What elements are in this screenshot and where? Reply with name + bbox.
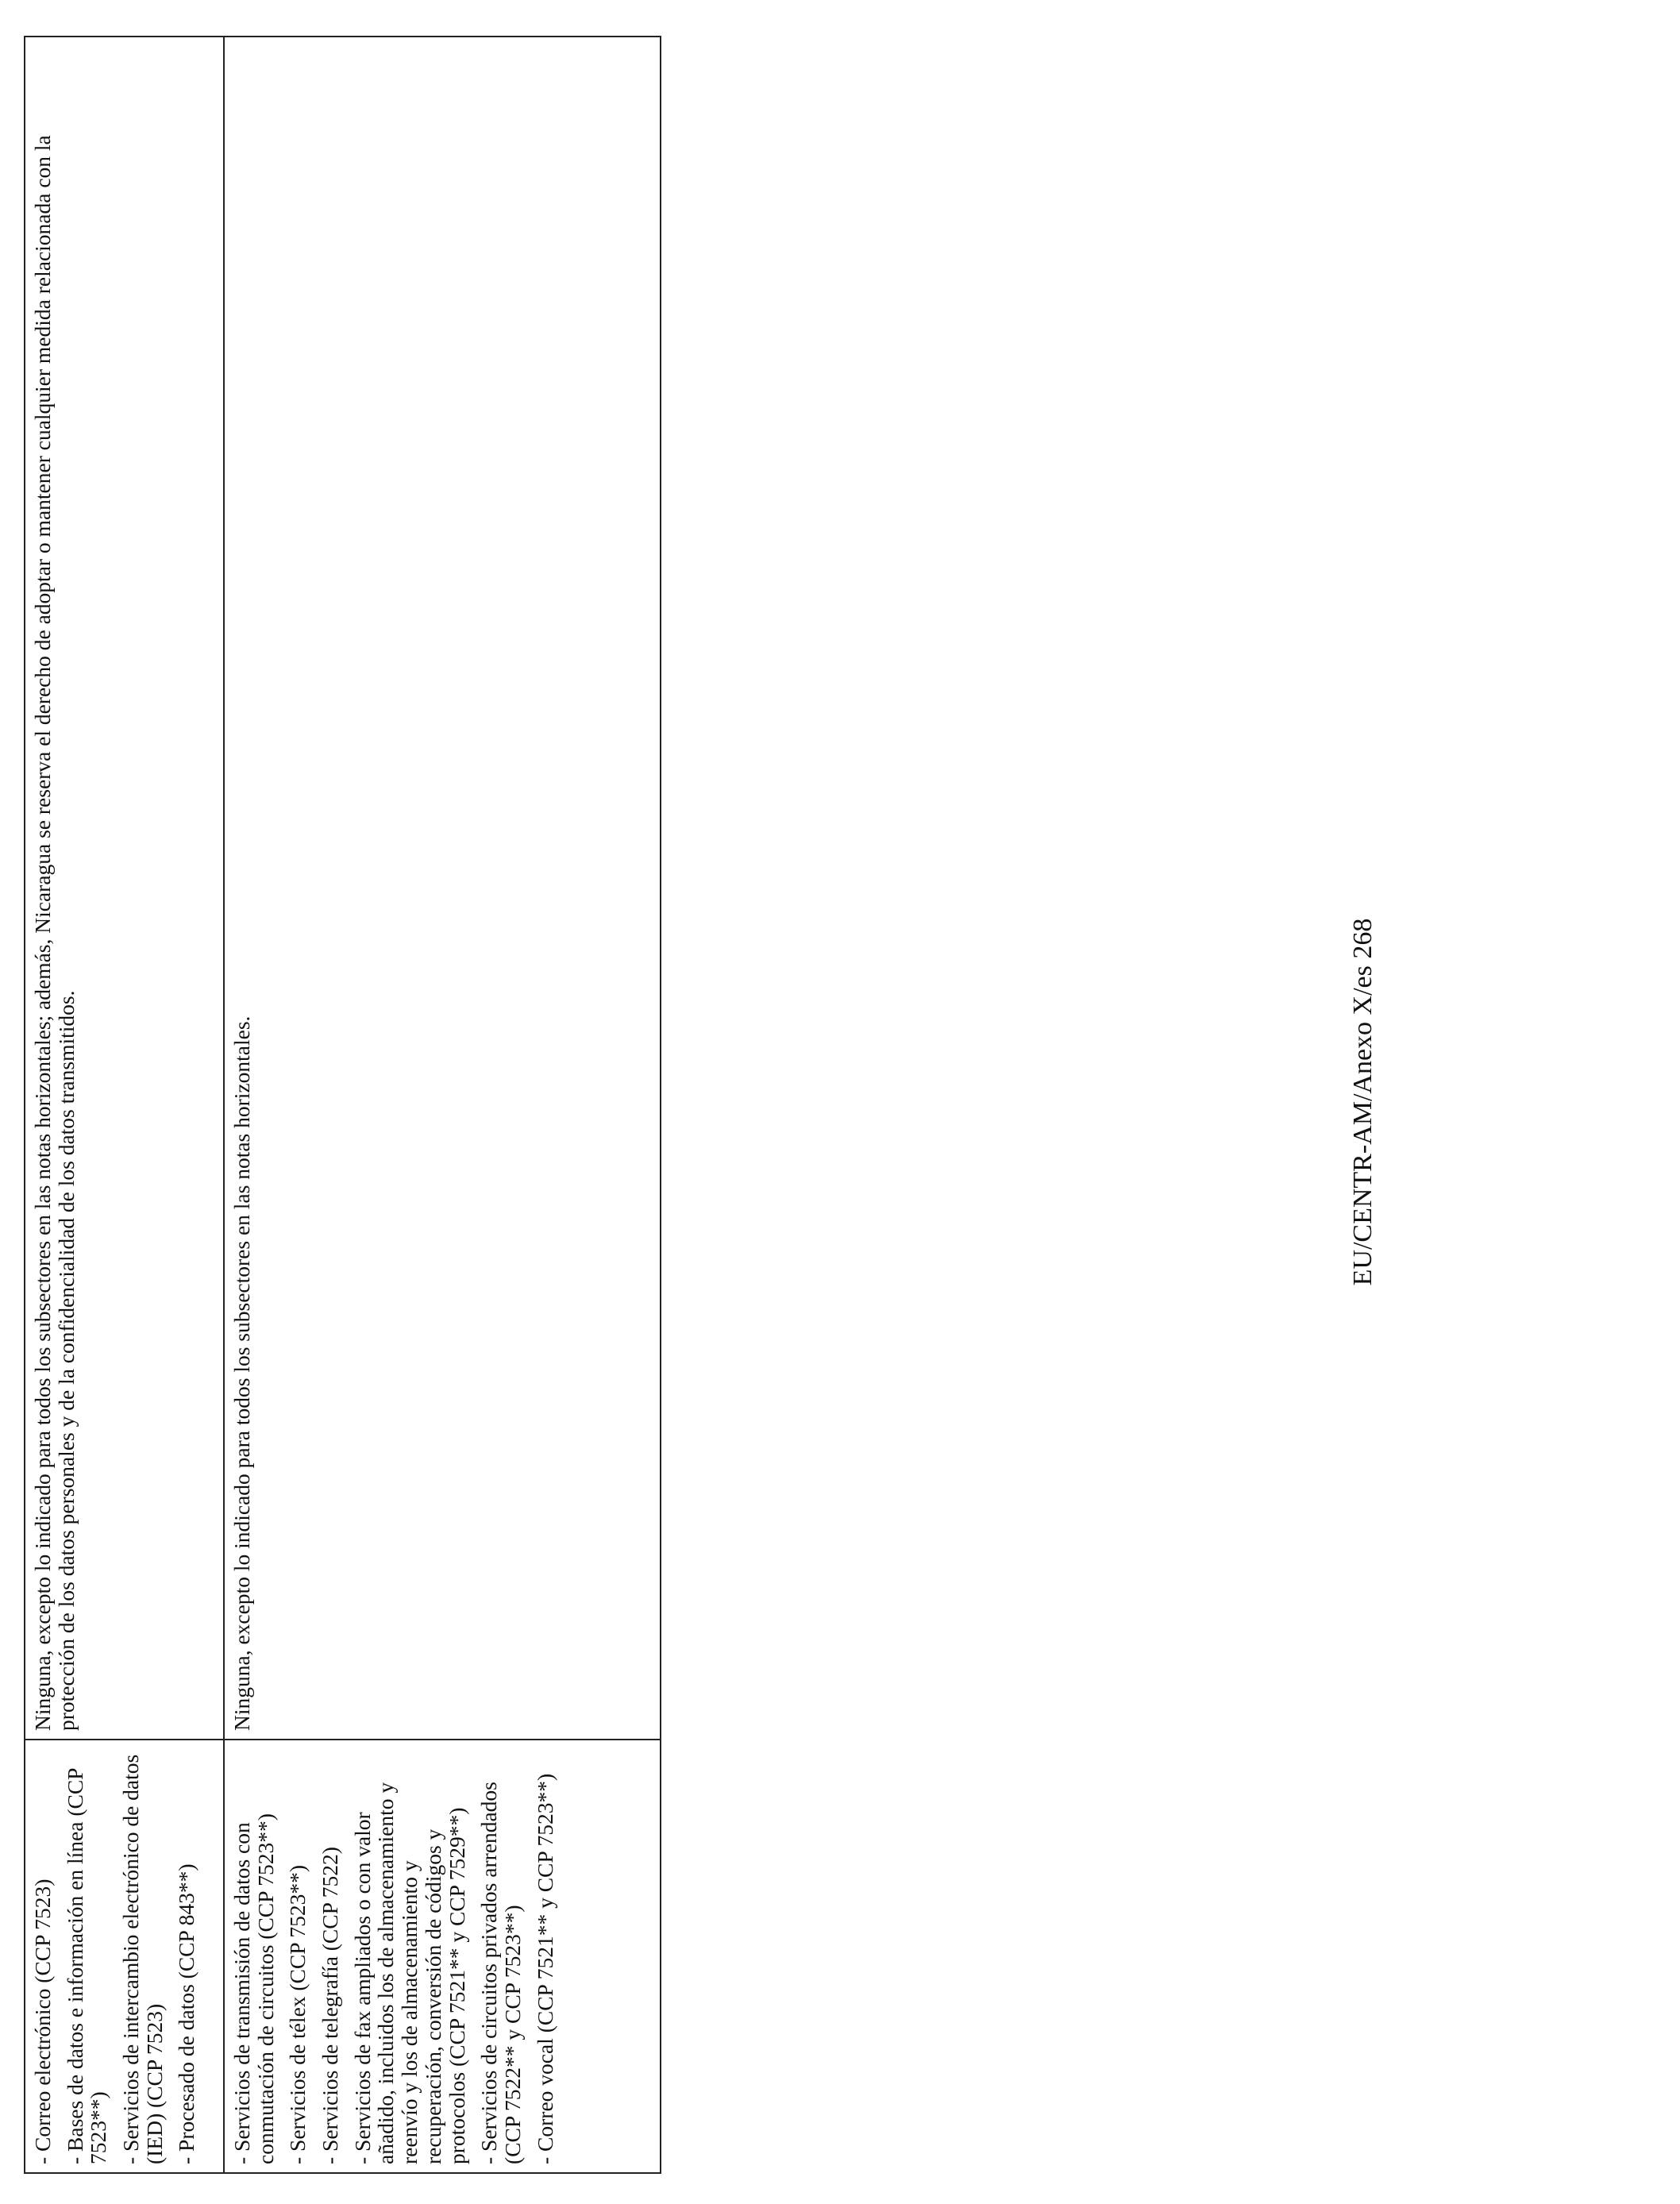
sector-item: - Correo vocal (CCP 7521** y CCP 7523**) bbox=[532, 1773, 557, 2164]
sector-item: - Servicios de télex (CCP 7523**) bbox=[285, 1864, 310, 2164]
restriction-text: Ninguna, excepto lo indicado para todos los subsectores en las notas horizontales; además, Nicaragua se reserva el derecho de adoptar o mantener cualquier medida relacionada con la protección de los datos personales y de la confidencialidad de los datos transmitidos. bbox=[30, 135, 79, 1731]
sector-item: - Servicios de fax ampliados o con valor añadido, incluidos los de almacenamiento y reenvío y los de almacenamiento y recuperación, conversión de códigos y protocolos (CCP 7521** y CCP 7529**) bbox=[349, 1782, 469, 2164]
sector-item: - Servicios de transmisión de datos con conmutación de circuitos (CCP 7523**) bbox=[229, 1813, 278, 2164]
table-row bbox=[224, 37, 661, 2173]
sector-item: - Bases de datos e información en línea (CCP 7523**) bbox=[62, 1768, 111, 2164]
restriction-cell bbox=[25, 37, 224, 1740]
table-row bbox=[25, 37, 224, 2173]
restriction-text: Ninguna, excepto lo indicado para todos los subsectores en las notas horizontales. bbox=[229, 1015, 254, 1731]
document-reference: EU/CENTR-AM/Anexo X/es 268 bbox=[1348, 918, 1378, 1286]
restriction-cell bbox=[224, 37, 661, 1740]
sector-item: - Servicios de telegrafía (CCP 7522) bbox=[318, 1847, 343, 2164]
sector-item: - Correo electrónico (CCP 7523) bbox=[30, 1878, 55, 2164]
sector-item: - Procesado de datos (CCP 843**) bbox=[174, 1863, 199, 2164]
sector-item: - Servicios de intercambio electrónico de datos (IED) (CCP 7523) bbox=[118, 1754, 167, 2164]
sector-item: - Servicios de circuitos privados arrendados (CCP 7522** y CCP 7523**) bbox=[476, 1782, 525, 2164]
sector-cell bbox=[25, 1740, 224, 2173]
sector-cell bbox=[224, 1740, 661, 2173]
commitments-table bbox=[24, 36, 661, 2174]
